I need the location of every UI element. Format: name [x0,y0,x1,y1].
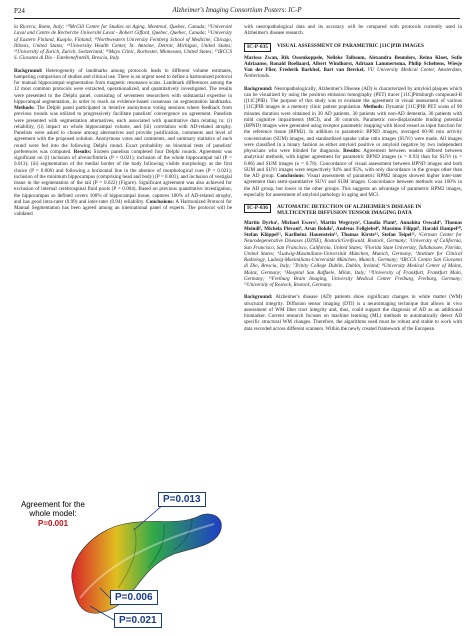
running-title: Alzheimer's Imaging Consortium Posters: IC-P [172,7,302,14]
abstract-body [14,68,232,218]
results-label: Results: [343,148,361,154]
p-value-box: P=0.013 [158,492,206,507]
author-list: Martin Dyrba¹, Michael Ewers², Martin Wegrzyn³, Claudia Plant⁴, Annahita Oswald⁴, Thomas Meindl⁵, Michela Pievani⁶, Arun Bokde⁷, Andreas Fellgiebel⁸, Massimo Filippi⁹, Harald Hampel¹⁰, Stefan Klöppel¹¹, Karlheinz Hauenstein¹², Thomas Kirste¹², Stefan Teipel¹², [244,219,462,239]
abstract-title: VISUAL ASSESSMENT OF PARAMETRIC [11C]PIB IMAGES [276,42,424,49]
methods-label: Methods: [363,104,384,111]
conclusions-label: Conclusions: [146,198,175,205]
abstract-authors [244,55,462,80]
conclusions-label: Conclusions: [276,173,305,179]
abstract-body [244,86,462,199]
author-list: Marissa Zwan, Rik Ossenkoppele, Nelleke Tolboom, Alexandra Beunders, Reina Kloet, Sofie Adriaanse, Ronald Boellaard, Albert Windhorst, Adriaan Lammertsma, Philip Scheltens, Wiesje Van der Flier, Frederik Barkhof, Bart van Berckel, [244,54,462,73]
hippocampus-figure [14,488,232,632]
affiliations: la Ricerca, Rome, Italy; ¹⁰McGill Centre for Studies on Aging, Montreal, Quebec, Canada; ¹¹Université Laval and Centre de Recherche Université Laval - Robert Giffard, Quebec, Quebec, Canada; ¹²University of Eastern Finland, Kuopio, Finland; ¹³Northwestern University Feinberg School of Medicine, Chicago, Illinois, United States; ¹⁴University Health Center, St. Antoine, Detroit, Michigan, United States; ¹⁵University of Zurich, Zurich, Switzerland; ¹⁶Mayo Clinic, Rochester, Minnesota, United States; ¹⁷IRCCS S. Giovanni di Dio - Fatebenefratelli, Brescia, Italy. [14,24,232,62]
agreement-p-value: P=0.001 [37,519,69,528]
background-label: Background: [244,85,273,92]
abstract-authors [244,220,462,289]
methods-text: The Delphi panel participated in iterative anonymous voting sessions where feedback from previous rounds was utilized to progressively facilitate panelists' convergence on agreement. Panelists were presented with segmentation alternatives, each associated with quantitative data relating to: (i) reliability, (ii) impact on whole hippocampal volume, and (iii) correlation with AD-related atrophy. Panelists were asked to choose among alternatives and provide justification, comments and level of agreement with the proposed solution. Anonymous votes and comments, and summary statistics of each round were fed into the following Delphi round. Exact probability on binomial tests of panelists' preferences was computed. [14,105,232,155]
abstract-code: IC-P-036 [244,204,271,213]
methods-label: Methods: [14,105,35,111]
abstract-title: AUTOMATIC DETECTION OF ALZHEIMER'S DISEASE IN MULTICENTER DIFFUSION TENSOR IMAGING DATA [276,204,422,217]
background-label: Background: [14,67,43,74]
author-affiliation: ¹German Center for Neurodegenerative Diseases (DZNE), Rostock/Greifswald, Rostock, Germany; ²University of California, San Francisco, San Francisco, California, United States; ³Florida State University, Tallahassee, Florida, United States; ⁴Ludwig-Maximilians-Universität München, Munich, Germany; ⁵Institute for Clinical Radiology, Ludwig-Maximilians-Universität München, Munich, Germany; ⁶IRCCS Centro San Giovanni di Dio, Brescia, Italy; ⁷Trinity College Dublin, Dublin, Ireland; ⁸University Medical Center of Mainz, Mainz, Germany; ⁹Hospital San Raffaele, Milan, Italy; ¹⁰University of Frankfurt, Frankfurt Main, Germany; ¹¹Freiburg Brain Imaging, University Medical Center Freiburg, Freiburg, Germany; ¹²University of Rostock, Rostock, Germany. [244,232,462,289]
background-label: Background: [244,294,273,301]
conclusions-text: A Harmonized Protocol for Manual Segmentation has been agreed among an international panel of experts. The protocol will be validated [14,198,233,218]
abstract-heading [244,43,462,52]
results-label: Results: [73,148,92,155]
previous-abstract-tail: with neuropathological data and its accuracy will be compared with protocols currently used in Alzheimer's disease research. [244,24,462,37]
results-text: Agreement between readers differed between analytical methods, with higher agreement for parametric BPND images (κ = 0.93) than for SUVr (κ = 0.86) and SUM images (κ = 0.78). Concordance of visual assessment between BPND images and both SUM and SUVr images were respectively 94% and 95%, with only discordance in the groups other than the AD group. [244,148,462,179]
agreement-label: Agreement for the whole model: [20,500,86,518]
page-number: P24 [14,7,25,15]
right-column [244,24,462,338]
abstract-code: IC-P-035 [244,43,271,52]
abstract-body [244,294,462,332]
p-value-box: P=0.006 [110,590,158,605]
left-column [14,24,232,224]
background-text: Neuropathologically, Alzheimer's Disease (AD) is characterized by amyloid plaques which can be visualized by using the positron emission tomography (PET) tracer [11C]Pittsburgh compound-B ([11C]PIB). The purpose of this study was to evaluate the agreement in visual assessment of various [11C]PIB images in a memory clinic patient population. [244,85,462,111]
background-text: Alzheimer's disease (AD) patients show significant changes in white matter (WM) structural integrity. Diffusion tensor imaging (DTI) is a neuroimaging technique that allows in vivo assessment of WM fiber tract integrity and, thus, could support the diagnosis of AD as an additional biomarker. Current research focuses on machine learning (ML) methods to automatically detect AD specific structural WM changes. Therefore, the algorithms used must be robust and stable to work with data recorded across different scanners. Within the newly created framework of the European [244,294,462,332]
abstract-heading [244,204,462,217]
p-value-box: P=0.021 [114,613,162,628]
conclusions-text: Visual assessment of parametric RPM2 images showed higher inter-rater agreement than semi-quantitative SUVr and SUM images. Concordance between methods was 100% in the AD group, but lower in the other groups. This suggests an advantage of parametric RPM2 images, especially for assessment of amyloid pathology in aging and MCI. [244,173,462,198]
header-rule [14,18,460,19]
author-affiliation: VU University Medical Center, Amsterdam, Netherlands. [244,67,462,80]
methods-text: Dynamic [11C]PIB PET scans of 90 minutes duration were obtained in 30 AD patients, 30 patients with non-AD dementia, 30 patients with mild cognitive impairments (MCI), and 30 controls. Parametric non-displaceable binding potential (BPND) images were generated using receptor parametric mapping with blood vessel as input function for the reference tissue (RPM2). In addition to parametric BPND images, averaged 60-90 min activity concentration (SUM) images, and standardized uptake value ratio images (SUVr) were made. All images were classified in a binary fashion as either amyloid positive or amyloid negative by two independent physicians who were blinded for diagnosis. [244,104,462,154]
results-text: Sixteen panelists completed four Delphi rounds. Agreement was significant on (i) inclusion of alveus/fimbria (P = 0.021); inclusion of the whole hippocampal tail (P = 0.013); (iii) segmentation of the medial border of the body following visible morphology as the first choice (P = 0.006) and following a horizontal line in the absence of morphological cues (P = 0.021); inclusion of the minimum hippocampus (comprising head and body) (P = 0.001), and inclusion of vestigial tissue in the segmentation of the tail (P = 0.022) (Figure). Significant agreement was also achieved for exclusion of internal cerebrospinal fluid pools (P = 0.004). Based on previous quantitative investigation, the hippocampus so defined covers 100% of hippocampal tissue, captures 100% of AD-related atrophy, and has good intra-rater (0.99) and inter-rater (0.94) reliability. [14,148,233,205]
background-text: Heterogeneity of landmarks among protocols leads to different volume estimates, hampering comparison of studies and clinical use. There is an urgent need to define a harmonized protocol for manual hippocampal segmentation from magnetic resonance scans. Landmark differences among the 12 most common protocols were extracted, operationalized, and quantitatively investigated. The results were presented to the Delphi panel, consisting of seventeen researchers with substantial expertise in hippocampal segmentation, in order to reach an evidence-based consensus on segmentation landmarks. [14,67,232,105]
